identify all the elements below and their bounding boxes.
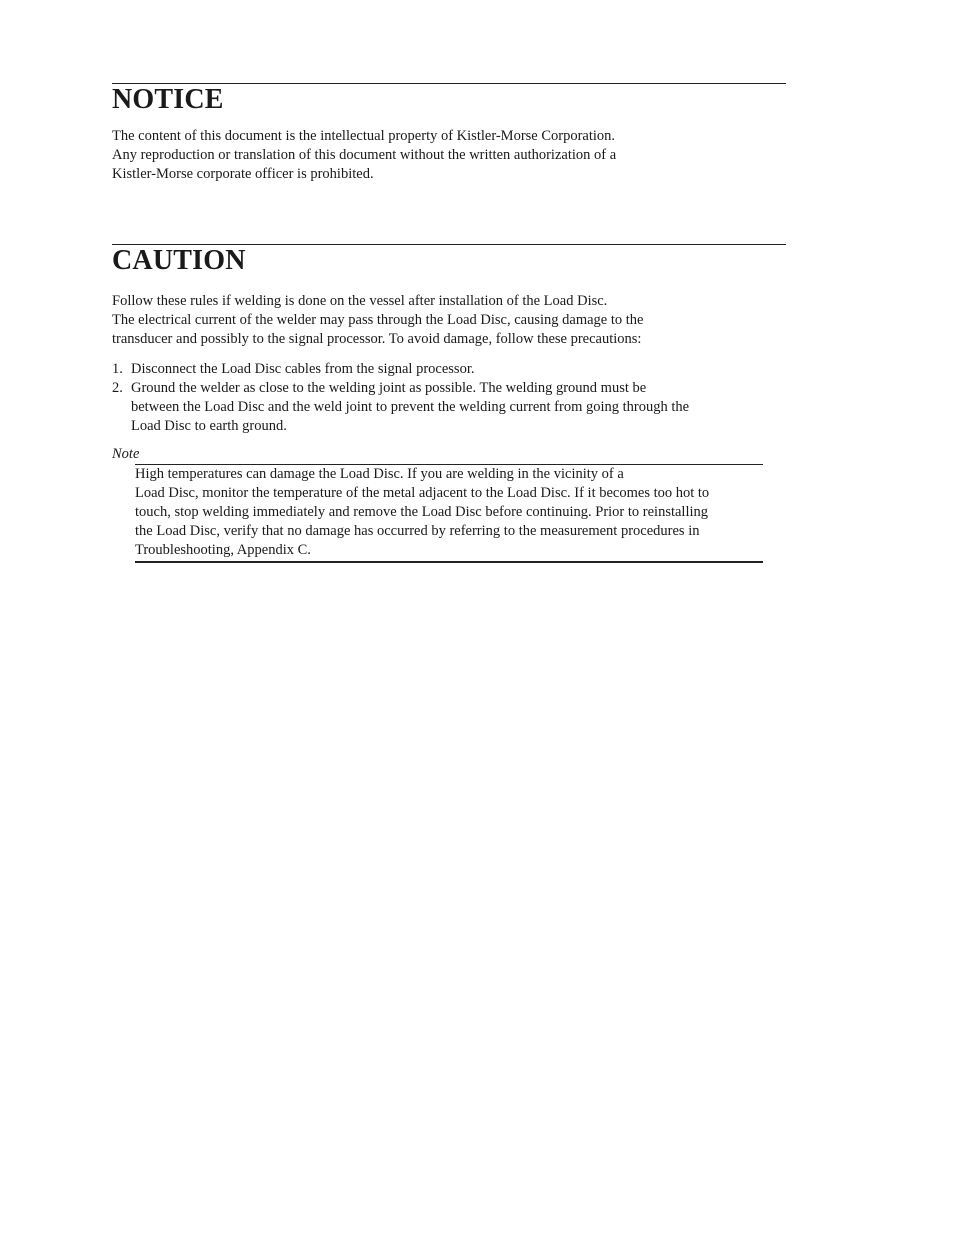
caution-title: CAUTION	[112, 245, 246, 276]
precaution-step	[112, 360, 786, 379]
note-box	[135, 464, 763, 563]
caution-line: transducer and possibly to the signal processor. To avoid damage, follow these precautions:	[112, 331, 642, 347]
precaution-step	[112, 379, 786, 436]
note-line: Load Disc, monitor the temperature of the metal adjacent to the Load Disc. If it becomes too hot to	[135, 485, 710, 501]
step-number: 2.	[112, 380, 123, 396]
step-line: Ground the welder as close to the welding joint as possible. The welding ground must be	[131, 380, 647, 396]
notice-line: Kistler-Morse corporate officer is prohibited.	[112, 166, 374, 182]
caution-line: The electrical current of the welder may pass through the Load Disc, causing damage to the	[112, 312, 644, 328]
step-number: 1.	[112, 361, 123, 377]
note-line: touch, stop welding immediately and remove the Load Disc before continuing. Prior to reinstalling	[135, 504, 709, 520]
caution-line: Follow these rules if welding is done on the vessel after installation of the Load Disc.	[112, 293, 608, 309]
notice-line: The content of this document is the intellectual property of Kistler-Morse Corporation.	[112, 128, 616, 144]
notice-section	[112, 83, 786, 184]
note-line: the Load Disc, verify that no damage has occurred by referring to the measurement procedures in	[135, 523, 700, 539]
notice-title: NOTICE	[112, 84, 224, 115]
caution-paragraph	[112, 292, 786, 349]
step-line: Load Disc to earth ground.	[131, 418, 287, 434]
caution-section	[112, 244, 786, 563]
notice-line: Any reproduction or translation of this document without the written authorization of a	[112, 147, 617, 163]
precaution-steps	[112, 360, 786, 436]
step-line: between the Load Disc and the weld joint to prevent the welding current from going through the	[131, 399, 690, 415]
note-line: Troubleshooting, Appendix C.	[135, 542, 311, 558]
step-line: Disconnect the Load Disc cables from the signal processor.	[131, 361, 475, 377]
notice-paragraph	[112, 127, 786, 184]
note-line: High temperatures can damage the Load Disc. If you are welding in the vicinity of a	[135, 466, 624, 482]
note-label: Note	[112, 446, 140, 462]
